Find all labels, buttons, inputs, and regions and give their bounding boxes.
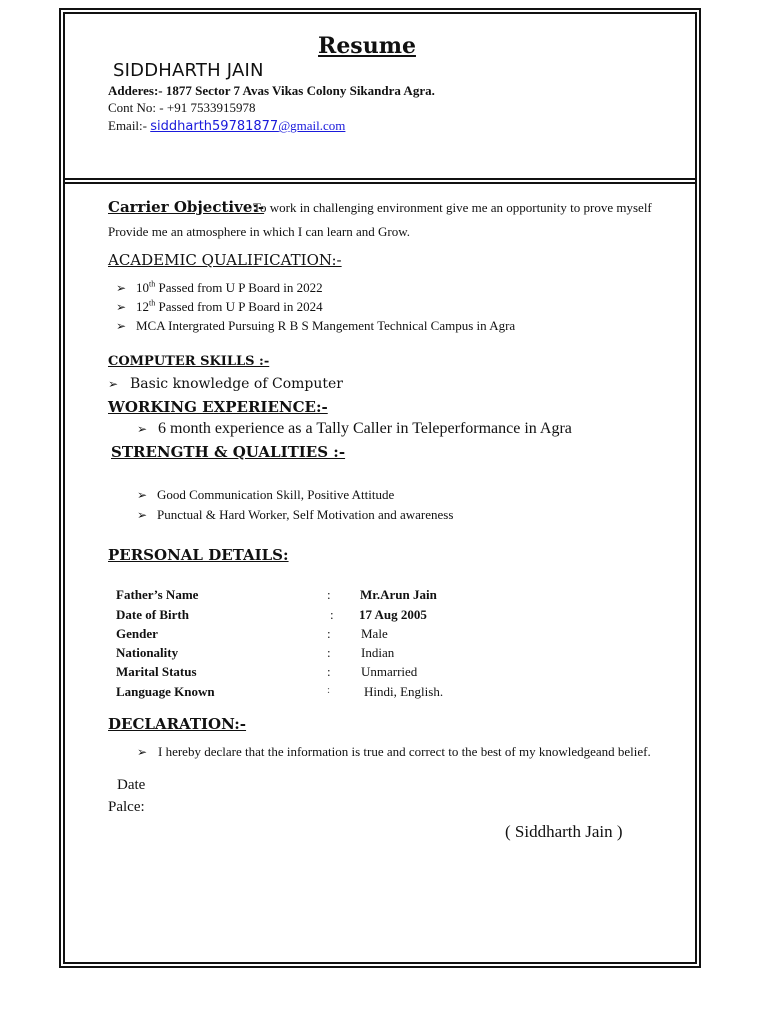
- experience-heading: WORKING EXPERIENCE:-: [108, 398, 328, 416]
- personal-label: Date of Birth: [116, 607, 189, 622]
- arrow-bullet-icon: ➢: [137, 508, 148, 522]
- strength-item: ➢ Punctual & Hard Worker, Self Motivation and awareness: [137, 507, 454, 522]
- email-domain: @gmail.com: [278, 118, 346, 133]
- personal-label: Father’s Name: [116, 587, 199, 602]
- strength-item: ➢ Good Communication Skill, Positive Attitude: [137, 487, 395, 502]
- objective-heading: Carrier Objective:-: [108, 198, 265, 216]
- email-user: siddharth59781877: [150, 119, 279, 134]
- academic-heading: ACADEMIC QUALIFICATION:-: [108, 251, 342, 269]
- academic-item: ➢ 12th Passed from U P Board in 2024: [116, 298, 323, 314]
- signature: ( Siddharth Jain ): [505, 822, 623, 841]
- arrow-bullet-icon: ➢: [116, 300, 127, 314]
- personal-colon: :: [327, 645, 331, 660]
- objective-line-1: To work in challenging environment give me an opportunity to prove myself: [253, 200, 652, 215]
- personal-colon: :: [327, 664, 331, 679]
- academic-item: ➢ 10th Passed from U P Board in 2022: [116, 279, 323, 295]
- email-link[interactable]: [150, 118, 345, 133]
- contact-number: Cont No: - +91 7533915978: [108, 100, 256, 115]
- academic-item: ➢ MCA Intergrated Pursuing R B S Mangement Technical Campus in Agra: [116, 318, 516, 333]
- arrow-bullet-icon: ➢: [108, 377, 119, 391]
- personal-label: Nationality: [116, 645, 179, 660]
- personal-value: Hindi, English.: [364, 684, 444, 699]
- experience-item: ➢ 6 month experience as a Tally Caller in Teleperformance in Agra: [137, 420, 572, 437]
- personal-value: 17 Aug 2005: [359, 607, 427, 622]
- arrow-bullet-icon: ➢: [137, 745, 148, 759]
- strengths-heading: STRENGTH & QUALITIES :-: [111, 443, 346, 461]
- personal-colon: :: [327, 587, 331, 602]
- objective-line-2: Provide me an atmosphere in which I can learn and Grow.: [108, 224, 411, 239]
- date-label: Date: [117, 777, 146, 793]
- personal-label: Marital Status: [116, 664, 197, 679]
- computer-skill-item: ➢ Basic knowledge of Computer: [108, 376, 343, 392]
- email-line: [108, 118, 345, 134]
- email-label: Email:-: [108, 118, 151, 133]
- personal-label: Gender: [116, 626, 158, 641]
- personal-label: Language Known: [116, 684, 215, 699]
- declaration-heading: DECLARATION:-: [108, 715, 247, 733]
- arrow-bullet-icon: ➢: [116, 281, 127, 295]
- document-title: Resume: [318, 33, 416, 59]
- personal-value: Indian: [361, 645, 395, 660]
- header-divider: [63, 178, 697, 180]
- arrow-bullet-icon: ➢: [137, 488, 148, 502]
- applicant-name: SIDDHARTH JAIN: [113, 60, 264, 81]
- arrow-bullet-icon: ➢: [116, 319, 127, 333]
- personal-value: Mr.Arun Jain: [360, 587, 437, 602]
- personal-colon: :: [327, 684, 331, 696]
- personal-details-heading: PERSONAL DETAILS:: [108, 546, 289, 564]
- place-label: Palce:: [108, 799, 145, 815]
- personal-value: Unmarried: [361, 664, 418, 679]
- personal-colon: :: [327, 626, 331, 641]
- personal-colon: :: [330, 607, 334, 622]
- declaration-text: I hereby declare that the information is true and correct to the best of my knowledgeand belief.: [158, 744, 651, 759]
- address: Adderes:- 1877 Sector 7 Avas Vikas Colony Sikandra Agra.: [108, 83, 435, 98]
- computer-skills-heading: COMPUTER SKILLS :-: [108, 354, 270, 369]
- header-divider-inner: [63, 182, 697, 184]
- personal-value: Male: [361, 626, 388, 641]
- arrow-bullet-icon: ➢: [137, 422, 148, 436]
